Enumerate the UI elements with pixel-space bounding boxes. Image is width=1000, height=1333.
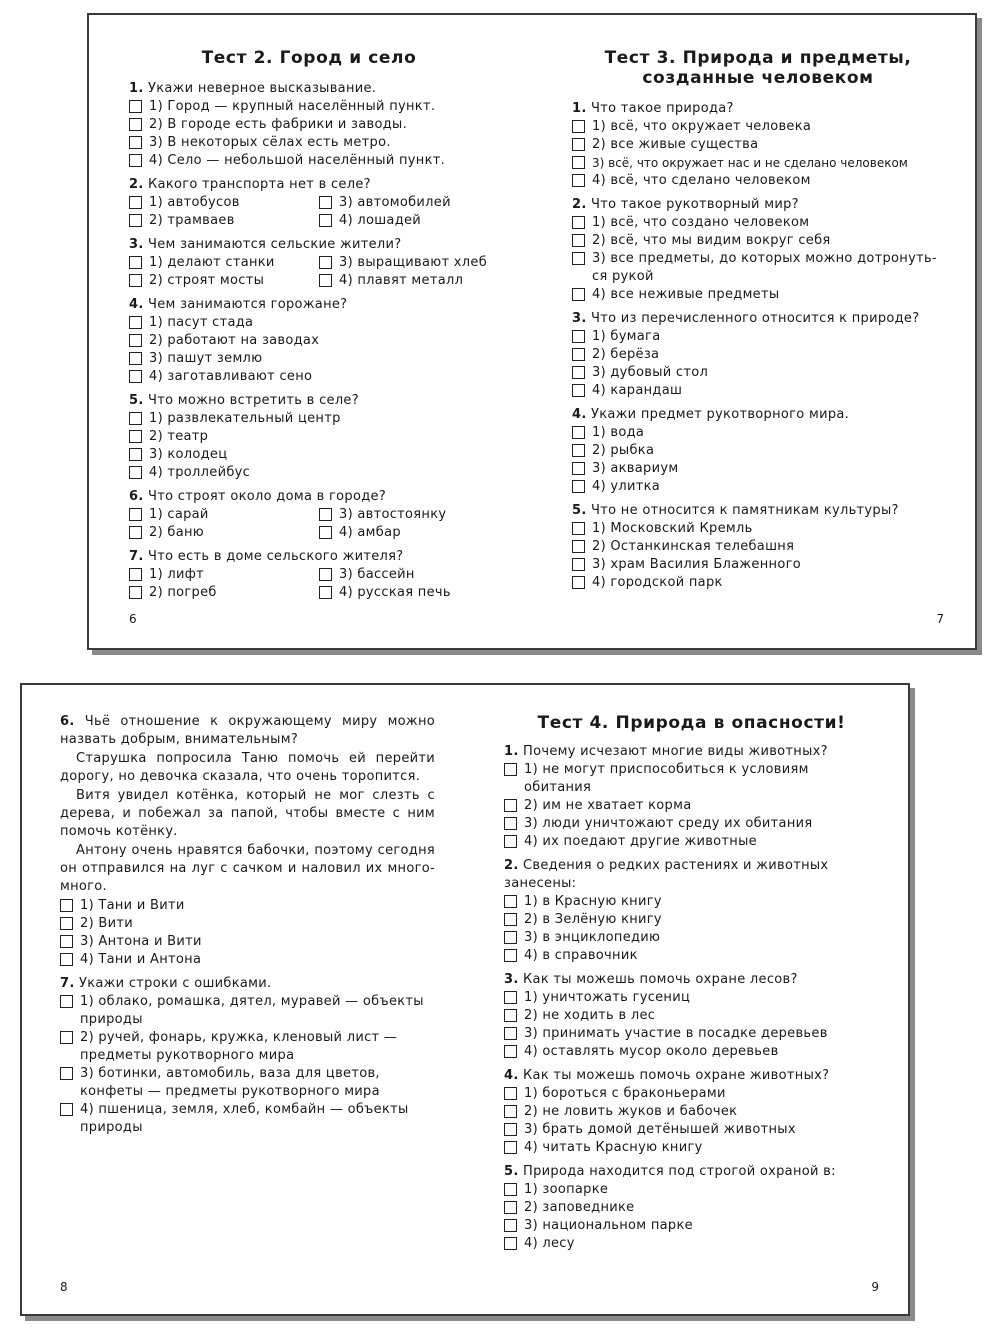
book-spread-pages-6-7 bbox=[87, 13, 977, 650]
question-5 bbox=[572, 502, 944, 592]
checkbox[interactable] bbox=[504, 949, 517, 962]
checkbox[interactable] bbox=[60, 953, 73, 966]
answer-option[interactable]: 2) строят мосты bbox=[129, 272, 319, 290]
checkbox[interactable] bbox=[504, 763, 517, 776]
question-number: 7. bbox=[60, 976, 75, 991]
question-number: 6. bbox=[129, 489, 144, 504]
answer-option[interactable]: 4) городской парк bbox=[572, 574, 944, 592]
question-7 bbox=[60, 975, 435, 1137]
checkbox[interactable] bbox=[60, 1103, 73, 1116]
question-number: 2. bbox=[504, 858, 519, 873]
question-2 bbox=[572, 196, 944, 304]
checkbox[interactable] bbox=[60, 995, 73, 1008]
page-8 bbox=[60, 685, 435, 1314]
answer-option[interactable]: 3) брать домой детёнышей животных bbox=[504, 1121, 879, 1139]
answer-option[interactable]: 1) всё, что создано человеком bbox=[572, 214, 944, 232]
page-number: 6 bbox=[129, 612, 137, 626]
answer-option[interactable]: 2) рыбка bbox=[572, 442, 944, 460]
checkbox[interactable] bbox=[129, 334, 142, 347]
checkbox[interactable] bbox=[572, 480, 585, 493]
answer-option[interactable]: 1) пасут стада bbox=[129, 314, 489, 332]
question-number: 2. bbox=[572, 197, 587, 212]
checkbox[interactable] bbox=[572, 462, 585, 475]
checkbox[interactable] bbox=[319, 256, 332, 269]
page-7 bbox=[572, 15, 944, 648]
checkbox[interactable] bbox=[60, 899, 73, 912]
answer-option[interactable]: 1) уничтожать гусениц bbox=[504, 989, 879, 1007]
checkbox[interactable] bbox=[60, 917, 73, 930]
checkbox[interactable] bbox=[572, 120, 585, 133]
test-3-title: Тест 3. Природа и предметы, созданные человеком bbox=[604, 48, 912, 88]
answer-option[interactable]: 1) вода bbox=[572, 424, 944, 442]
question-1 bbox=[129, 80, 489, 170]
checkbox[interactable] bbox=[572, 216, 585, 229]
answer-option[interactable]: 4) всё, что сделано человеком bbox=[572, 172, 944, 190]
checkbox[interactable] bbox=[129, 526, 142, 539]
checkbox[interactable] bbox=[129, 430, 142, 443]
question-number: 1. bbox=[129, 81, 144, 96]
question-text: Что такое рукотворный мир? bbox=[591, 197, 799, 212]
answer-option[interactable]: 1) всё, что окружает человека bbox=[572, 118, 944, 136]
question-number: 7. bbox=[129, 549, 144, 564]
answer-option[interactable]: 4) Село — небольшой населённый пункт. bbox=[129, 152, 489, 170]
answer-option[interactable]: 2) заповеднике bbox=[504, 1199, 879, 1217]
answer-option[interactable]: 3) В некоторых сёлах есть метро. bbox=[129, 134, 489, 152]
checkbox[interactable] bbox=[319, 586, 332, 599]
answer-option[interactable]: 2) в Зелёную книгу bbox=[504, 911, 879, 929]
checkbox[interactable] bbox=[319, 508, 332, 521]
question-number: 5. bbox=[504, 1164, 519, 1179]
answer-option[interactable]: 3) принимать участие в посадке деревьев bbox=[504, 1025, 879, 1043]
checkbox[interactable] bbox=[504, 799, 517, 812]
answer-option[interactable]: 4) плавят металл bbox=[319, 272, 489, 290]
question-3 bbox=[129, 236, 489, 290]
answer-option[interactable]: 1) бороться с браконьерами bbox=[504, 1085, 879, 1103]
checkbox[interactable] bbox=[129, 448, 142, 461]
question-1 bbox=[504, 743, 879, 851]
answer-option[interactable]: 2) им не хватает корма bbox=[504, 797, 879, 815]
question-number: 1. bbox=[504, 744, 519, 759]
answer-option[interactable]: 1) в Красную книгу bbox=[504, 893, 879, 911]
checkbox[interactable] bbox=[319, 196, 332, 209]
checkbox[interactable] bbox=[129, 118, 142, 131]
answer-option[interactable]: 2) не ловить жуков и бабочек bbox=[504, 1103, 879, 1121]
checkbox[interactable] bbox=[129, 100, 142, 113]
checkbox[interactable] bbox=[504, 1237, 517, 1250]
question-7 bbox=[129, 548, 489, 602]
checkbox[interactable] bbox=[60, 1031, 73, 1044]
question-number: 1. bbox=[572, 101, 587, 116]
checkbox[interactable] bbox=[504, 1009, 517, 1022]
checkbox[interactable] bbox=[60, 1067, 73, 1080]
checkbox[interactable] bbox=[319, 568, 332, 581]
question-4 bbox=[572, 406, 944, 496]
checkbox[interactable] bbox=[129, 196, 142, 209]
question-number: 6. bbox=[60, 714, 75, 729]
answer-option[interactable]: 4) карандаш bbox=[572, 382, 944, 400]
answer-option[interactable]: 4) оставлять мусор около деревьев bbox=[504, 1043, 879, 1061]
question-text: Как ты можешь помочь охране лесов? bbox=[523, 972, 798, 987]
answer-option[interactable]: 1) Тани и Вити bbox=[60, 897, 435, 915]
checkbox[interactable] bbox=[572, 384, 585, 397]
checkbox[interactable] bbox=[504, 1141, 517, 1154]
checkbox[interactable] bbox=[504, 991, 517, 1004]
checkbox[interactable] bbox=[129, 508, 142, 521]
answer-option[interactable]: 3) ботинки, автомобиль, ваза для цветов, конфеты — предметы рукотворного мира bbox=[60, 1065, 435, 1101]
question-5 bbox=[129, 392, 489, 482]
answer-option[interactable]: 3) Антона и Вити bbox=[60, 933, 435, 951]
answer-option[interactable]: 4) улитка bbox=[572, 478, 944, 496]
checkbox[interactable] bbox=[129, 316, 142, 329]
checkbox[interactable] bbox=[319, 526, 332, 539]
checkbox[interactable] bbox=[504, 1027, 517, 1040]
answer-option[interactable]: 1) делают станки bbox=[129, 254, 319, 272]
question-text: Что не относится к памятникам культуры? bbox=[591, 503, 899, 518]
checkbox[interactable] bbox=[129, 352, 142, 365]
question-6 bbox=[60, 713, 435, 969]
answer-option[interactable]: 2) Останкинская телебашня bbox=[572, 538, 944, 556]
checkbox[interactable] bbox=[129, 214, 142, 227]
checkbox[interactable] bbox=[504, 1045, 517, 1058]
answer-option[interactable]: 2) ручей, фонарь, кружка, кленовый лист — предметы рукотворного мира bbox=[60, 1029, 435, 1065]
answer-option[interactable]: 2) баню bbox=[129, 524, 319, 542]
question-number: 3. bbox=[572, 311, 587, 326]
question-text: Что из перечисленного относится к природе? bbox=[591, 311, 920, 326]
checkbox[interactable] bbox=[129, 256, 142, 269]
checkbox[interactable] bbox=[129, 466, 142, 479]
question-number: 2. bbox=[129, 177, 144, 192]
question-text: Что строят около дома в городе? bbox=[148, 489, 387, 504]
answer-option[interactable]: 1) сарай bbox=[129, 506, 319, 524]
answer-option[interactable]: 1) Московский Кремль bbox=[572, 520, 944, 538]
answer-option[interactable]: 3) храм Василия Блаженного bbox=[572, 556, 944, 574]
checkbox[interactable] bbox=[504, 835, 517, 848]
question-number: 5. bbox=[129, 393, 144, 408]
checkbox[interactable] bbox=[572, 426, 585, 439]
checkbox[interactable] bbox=[129, 412, 142, 425]
answer-option[interactable]: 1) бумага bbox=[572, 328, 944, 346]
checkbox[interactable] bbox=[504, 895, 517, 908]
checkbox[interactable] bbox=[504, 817, 517, 830]
answer-option[interactable]: 1) Город — крупный населённый пункт. bbox=[129, 98, 489, 116]
checkbox[interactable] bbox=[572, 288, 585, 301]
checkbox[interactable] bbox=[129, 370, 142, 383]
question-4 bbox=[129, 296, 489, 386]
checkbox[interactable] bbox=[129, 586, 142, 599]
answer-option[interactable]: 2) трамваев bbox=[129, 212, 319, 230]
answer-option[interactable]: 4) лесу bbox=[504, 1235, 879, 1253]
answer-option[interactable]: 3) аквариум bbox=[572, 460, 944, 478]
checkbox[interactable] bbox=[572, 522, 585, 535]
answer-option[interactable]: 4) амбар bbox=[319, 524, 489, 542]
question-text: Чьё отношение к окружающему миру можно назвать добрым, внимательным? bbox=[60, 714, 435, 747]
question-number: 4. bbox=[572, 407, 587, 422]
checkbox[interactable] bbox=[60, 935, 73, 948]
answer-option[interactable]: 1) лифт bbox=[129, 566, 319, 584]
question-6 bbox=[129, 488, 489, 542]
question-3 bbox=[572, 310, 944, 400]
story-paragraph: Витя увидел котёнка, который не мог слезть с дерева, и побежал за папой, чтобы вместе с ним помочь котёнку. bbox=[60, 788, 435, 839]
answer-option[interactable]: 4) их поедают другие животные bbox=[504, 833, 879, 851]
checkbox[interactable] bbox=[129, 274, 142, 287]
answer-option[interactable]: 3) пашут землю bbox=[129, 350, 489, 368]
checkbox[interactable] bbox=[504, 1123, 517, 1136]
checkbox[interactable] bbox=[319, 274, 332, 287]
answer-option[interactable]: 4) лошадей bbox=[319, 212, 489, 230]
checkbox[interactable] bbox=[504, 1219, 517, 1232]
answer-option[interactable]: 1) автобусов bbox=[129, 194, 319, 212]
question-number: 3. bbox=[129, 237, 144, 252]
checkbox[interactable] bbox=[504, 1201, 517, 1214]
page-6 bbox=[129, 15, 489, 648]
answer-option[interactable]: 1) не могут приспособиться к условиям обитания bbox=[504, 761, 879, 797]
page-number: 8 bbox=[60, 1280, 68, 1294]
checkbox[interactable] bbox=[572, 348, 585, 361]
answer-option[interactable]: 4) все неживые предметы bbox=[572, 286, 944, 304]
checkbox[interactable] bbox=[129, 154, 142, 167]
checkbox[interactable] bbox=[504, 931, 517, 944]
answer-option[interactable]: 1) облако, ромашка, дятел, муравей — объекты природы bbox=[60, 993, 435, 1029]
question-1 bbox=[572, 100, 944, 190]
answer-option[interactable]: 3) все предметы, до которых можно дотронуть-ся рукой bbox=[572, 250, 944, 286]
checkbox[interactable] bbox=[572, 540, 585, 553]
answer-option[interactable]: 3) люди уничтожают среду их обитания bbox=[504, 815, 879, 833]
answer-option[interactable]: 3) автостоянку bbox=[319, 506, 489, 524]
answer-option[interactable]: 3) дубовый стол bbox=[572, 364, 944, 382]
question-number: 4. bbox=[129, 297, 144, 312]
answer-option[interactable]: 2) все живые существа bbox=[572, 136, 944, 154]
question-text: Укажи предмет рукотворного мира. bbox=[591, 407, 850, 422]
checkbox[interactable] bbox=[572, 558, 585, 571]
checkbox[interactable] bbox=[572, 138, 585, 151]
checkbox[interactable] bbox=[129, 568, 142, 581]
question-text: Чем занимаются сельские жители? bbox=[148, 237, 402, 252]
answer-option[interactable]: 4) пшеница, земля, хлеб, комбайн — объекты природы bbox=[60, 1101, 435, 1137]
question-text: Почему исчезают многие виды животных? bbox=[523, 744, 828, 759]
answer-option[interactable]: 3) в энциклопедию bbox=[504, 929, 879, 947]
question-3 bbox=[504, 971, 879, 1061]
checkbox[interactable] bbox=[572, 576, 585, 589]
answer-option[interactable]: 3) национальном парке bbox=[504, 1217, 879, 1235]
answer-option[interactable]: 1) развлекательный центр bbox=[129, 410, 489, 428]
checkbox[interactable] bbox=[129, 136, 142, 149]
question-text: Сведения о редких растениях и животных занесены: bbox=[504, 858, 829, 891]
checkbox[interactable] bbox=[572, 156, 585, 169]
checkbox[interactable] bbox=[504, 1105, 517, 1118]
question-2 bbox=[504, 857, 879, 965]
page-number: 9 bbox=[871, 1280, 879, 1294]
checkbox[interactable] bbox=[504, 1087, 517, 1100]
question-5 bbox=[504, 1163, 879, 1253]
question-text: Чем занимаются горожане? bbox=[148, 297, 348, 312]
answer-option[interactable]: 4) в справочник bbox=[504, 947, 879, 965]
answer-option[interactable]: 4) заготавливают сено bbox=[129, 368, 489, 386]
question-text: Что такое природа? bbox=[591, 101, 734, 116]
answer-option[interactable]: 3) всё, что окружает нас и не сделано человеком bbox=[572, 154, 944, 172]
answer-option[interactable]: 4) читать Красную книгу bbox=[504, 1139, 879, 1157]
answer-option[interactable]: 3) бассейн bbox=[319, 566, 489, 584]
checkbox[interactable] bbox=[504, 913, 517, 926]
checkbox[interactable] bbox=[572, 252, 585, 265]
question-text: Как ты можешь помочь охране животных? bbox=[523, 1068, 830, 1083]
question-text: Что можно встретить в селе? bbox=[148, 393, 359, 408]
answer-option[interactable]: 4) русская печь bbox=[319, 584, 489, 602]
checkbox[interactable] bbox=[319, 214, 332, 227]
test-4-title: Тест 4. Природа в опасности! bbox=[537, 713, 846, 733]
answer-option[interactable]: 2) всё, что мы видим вокруг себя bbox=[572, 232, 944, 250]
answer-option[interactable]: 2) не ходить в лес bbox=[504, 1007, 879, 1025]
checkbox[interactable] bbox=[572, 366, 585, 379]
story-paragraph: Антону очень нравятся бабочки, поэтому сегодня он отправился на луг с сачком и наловил их много-много. bbox=[60, 843, 435, 894]
test-2-title: Тест 2. Город и село bbox=[201, 48, 417, 68]
answer-option[interactable]: 3) колодец bbox=[129, 446, 489, 464]
question-number: 5. bbox=[572, 503, 587, 518]
checkbox[interactable] bbox=[572, 444, 585, 457]
question-2 bbox=[129, 176, 489, 230]
question-text: Что есть в доме сельского жителя? bbox=[148, 549, 404, 564]
answer-option[interactable]: 2) В городе есть фабрики и заводы. bbox=[129, 116, 489, 134]
question-text: Укажи неверное высказывание. bbox=[148, 81, 377, 96]
question-text: Укажи строки с ошибками. bbox=[79, 976, 272, 991]
story-paragraph: Старушка попросила Таню помочь ей перейти дорогу, но девочка сказала, что очень торопится. bbox=[60, 751, 435, 784]
answer-option[interactable]: 4) троллейбус bbox=[129, 464, 489, 482]
answer-option[interactable]: 3) автомобилей bbox=[319, 194, 489, 212]
answer-option[interactable]: 2) берёза bbox=[572, 346, 944, 364]
question-number: 3. bbox=[504, 972, 519, 987]
answer-option[interactable]: 2) погреб bbox=[129, 584, 319, 602]
question-text: Природа находится под строгой охраной в: bbox=[523, 1164, 836, 1179]
checkbox[interactable] bbox=[572, 234, 585, 247]
question-4 bbox=[504, 1067, 879, 1157]
checkbox[interactable] bbox=[504, 1183, 517, 1196]
page-9 bbox=[504, 685, 879, 1314]
answer-option[interactable]: 2) работают на заводах bbox=[129, 332, 489, 350]
checkbox[interactable] bbox=[572, 174, 585, 187]
answer-option[interactable]: 3) выращивают хлеб bbox=[319, 254, 489, 272]
answer-option[interactable]: 1) зоопарке bbox=[504, 1181, 879, 1199]
page-number: 7 bbox=[936, 612, 944, 626]
question-text: Какого транспорта нет в селе? bbox=[148, 177, 371, 192]
book-spread-pages-8-9 bbox=[20, 683, 910, 1316]
answer-option[interactable]: 4) Тани и Антона bbox=[60, 951, 435, 969]
checkbox[interactable] bbox=[572, 330, 585, 343]
answer-option[interactable]: 2) Вити bbox=[60, 915, 435, 933]
answer-option[interactable]: 2) театр bbox=[129, 428, 489, 446]
question-number: 4. bbox=[504, 1068, 519, 1083]
